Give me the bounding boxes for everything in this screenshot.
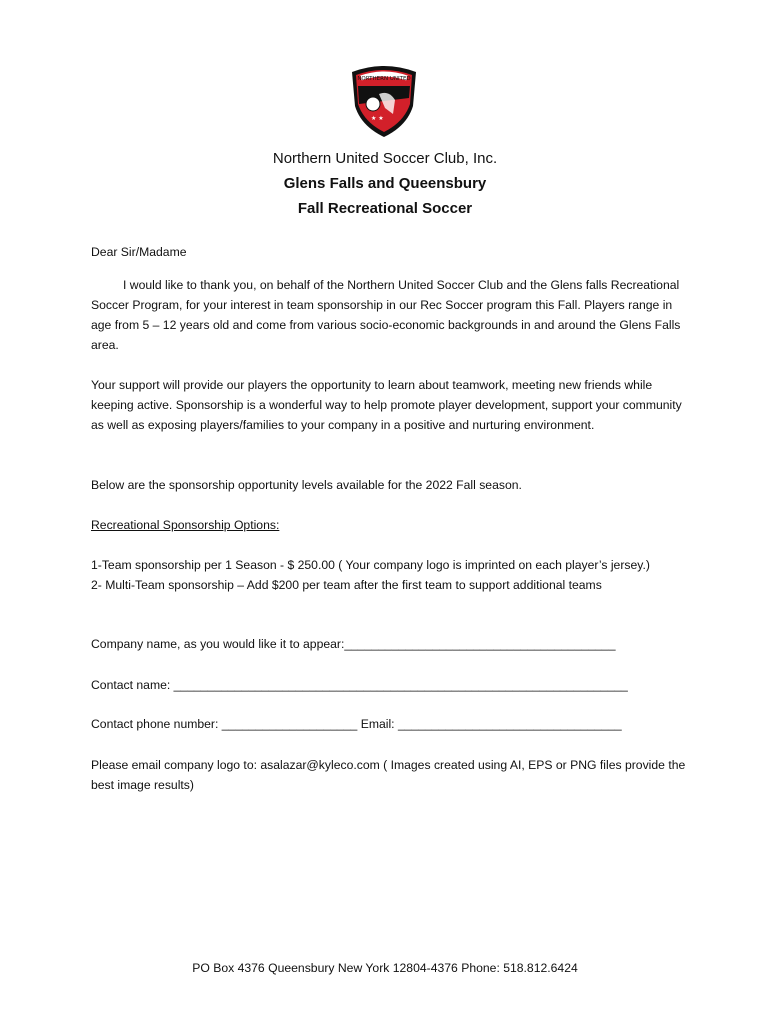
options-heading: Recreational Sponsorship Options: [91, 518, 280, 532]
contact-name-field: Contact name: ___________________________________________________________________ [91, 678, 628, 692]
phone-email-field: Contact phone number: ____________________ Email: _________________________________ [91, 717, 622, 731]
crest-text: NORTHERN UNITED [357, 76, 411, 82]
option-1: 1-Team sponsorship per 1 Season - $ 250.00 ( Your company logo is imprinted on each player’s jersey.) [91, 558, 650, 572]
salutation: Dear Sir/Madame [91, 245, 187, 259]
club-crest-icon [349, 60, 419, 138]
location-title: Glens Falls and Queensbury [283, 175, 487, 192]
closing-instructions: Please email company logo to: asalazar@kyleco.com ( Images created using AI, EPS or PNG files provide the best image results) [91, 758, 686, 792]
company-name-field: Company name, as you would like it to appear:________________________________________ [91, 637, 616, 651]
paragraph-intro: I would like to thank you, on behalf of the Northern United Soccer Club and the Glens falls Recreational Soccer Program, for your interest in team sponsorship in our Rec Soccer program this Fall. Players range in age from 5 – 12 years old and come from various socio-economic backgrounds in and around the Glens Falls area. [91, 278, 681, 352]
paragraph-support: Your support will provide our players the opportunity to learn about teamwork, meeting new friends while keeping active. Sponsorship is a wonderful way to help promote player development, support your community as well as exposing players/families to your company in a positive and nurturing environment. [91, 378, 682, 432]
svg-text:★ ★: ★ ★ [371, 115, 384, 122]
option-2: 2- Multi-Team sponsorship – Add $200 per team after the first team to support additional teams [91, 578, 602, 592]
program-title: Fall Recreational Soccer [297, 200, 473, 217]
paragraph-levels: Below are the sponsorship opportunity levels available for the 2022 Fall season. [91, 478, 522, 492]
org-name: Northern United Soccer Club, Inc. [272, 150, 498, 167]
footer-address: PO Box 4376 Queensbury New York 12804-4376 Phone: 518.812.6424 [192, 961, 578, 975]
